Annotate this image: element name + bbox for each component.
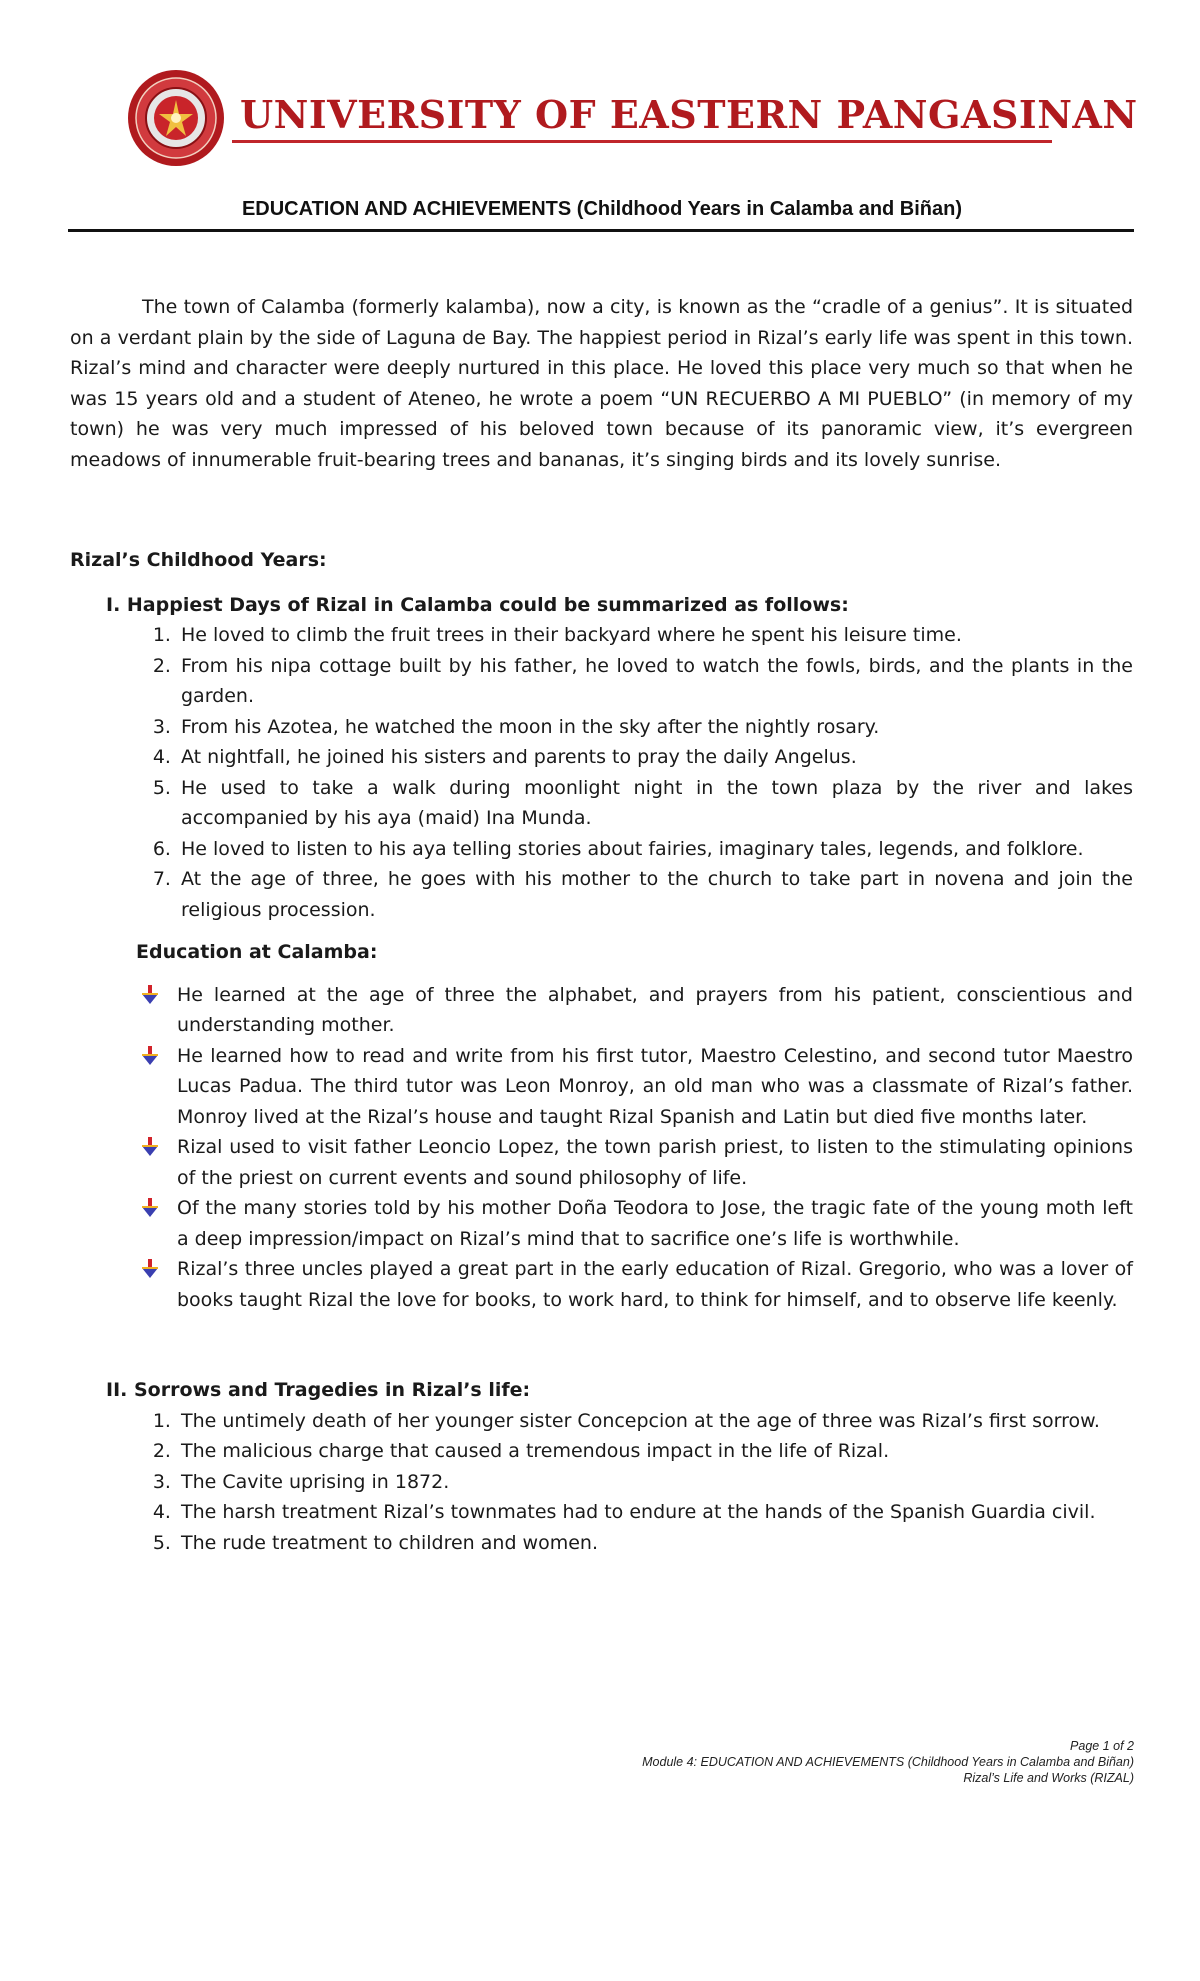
page-number: Page 1 of 2 xyxy=(1070,1739,1134,1753)
document-body xyxy=(70,292,1133,1558)
university-name: UNIVERSITY OF EASTERN PANGASINAN xyxy=(240,92,1138,137)
happiest-days-list xyxy=(70,620,1133,925)
list-item: 1. He loved to climb the fruit trees in their backyard where he spent his leisure time. xyxy=(177,620,1133,651)
arrow-bullet-icon xyxy=(141,1258,159,1280)
section-2-heading: II. Sorrows and Tragedies in Rizal’s life: xyxy=(106,1379,531,1401)
list-item: 4. The harsh treatment Rizal’s townmates had to endure at the hands of the Spanish Guardia civil. xyxy=(177,1497,1133,1528)
list-item: 3. The Cavite uprising in 1872. xyxy=(177,1467,1133,1498)
arrow-bullet-icon xyxy=(141,1197,159,1219)
title-divider xyxy=(68,229,1134,232)
list-item: 5. The rude treatment to children and women. xyxy=(177,1528,1133,1559)
childhood-heading: Rizal’s Childhood Years: xyxy=(70,549,327,571)
list-item: 6. He loved to listen to his aya telling stories about fairies, imaginary tales, legends, and folklore. xyxy=(177,834,1133,865)
list-item: 4. At nightfall, he joined his sisters and parents to pray the daily Angelus. xyxy=(177,742,1133,773)
page-footer xyxy=(642,1738,1134,1786)
education-list xyxy=(70,980,1133,1316)
list-item: 2. From his nipa cottage built by his father, he loved to watch the fowls, birds, and the plants in the garden. xyxy=(177,651,1133,712)
bullet-text: He learned how to read and write from his first tutor, Maestro Celestino, and second tutor Maestro Lucas Padua. The third tutor was Leon Monroy, an old man who was a classmate of Rizal’s father. Monroy lived at the Rizal’s house and taught Rizal Spanish and Latin but died five months later. xyxy=(177,1044,1133,1128)
bullet-text: He learned at the age of three the alphabet, and prayers from his patient, conscientious and understanding mother. xyxy=(177,983,1133,1036)
list-item xyxy=(177,1132,1133,1193)
header-divider xyxy=(232,140,1052,143)
list-item xyxy=(177,1254,1133,1315)
bullet-text: Of the many stories told by his mother Doña Teodora to Jose, the tragic fate of the young moth left a deep impression/impact on Rizal’s mind that to sacrifice one’s life is worthwhile. xyxy=(177,1197,1133,1250)
list-item: 3. From his Azotea, he watched the moon in the sky after the nightly rosary. xyxy=(177,712,1133,743)
list-item: 1. The untimely death of her younger sister Concepcion at the age of three was Rizal’s first sorrow. xyxy=(177,1406,1133,1437)
list-item: 5. He used to take a walk during moonlight night in the town plaza by the river and lakes accompanied by his aya (maid) Ina Munda. xyxy=(177,773,1133,834)
document-title: EDUCATION AND ACHIEVEMENTS (Childhood Years in Calamba and Biñan) xyxy=(241,198,963,220)
list-item: 2. The malicious charge that caused a tremendous impact in the life of Rizal. xyxy=(177,1436,1133,1467)
list-item xyxy=(177,1041,1133,1133)
list-item: 7. At the age of three, he goes with his mother to the church to take part in novena and join the religious procession. xyxy=(177,864,1133,925)
arrow-bullet-icon xyxy=(141,984,159,1006)
list-item xyxy=(177,980,1133,1041)
sorrows-list xyxy=(70,1406,1133,1559)
course-title: Rizal’s Life and Works (RIZAL) xyxy=(963,1771,1134,1785)
education-heading: Education at Calamba: xyxy=(136,941,378,963)
bullet-text: Rizal used to visit father Leoncio Lopez, the town parish priest, to listen to the stimulating opinions of the priest on current events and sound philosophy of life. xyxy=(177,1136,1133,1189)
list-item xyxy=(177,1193,1133,1254)
arrow-bullet-icon xyxy=(141,1045,159,1067)
intro-paragraph: The town of Calamba (formerly kalamba), now a city, is known as the “cradle of a genius”. It is situated on a verdant plain by the side of Laguna de Bay. The happiest period in Rizal’s early life was spent in this town. Rizal’s mind and character were deeply nurtured in this place. He loved this place very much so that when he was 15 years old and a student of Ateneo, he wrote a poem “UN RECUERBO A MI PUEBLO” (in memory of my town) he was very much impressed of his beloved town because of its panoramic view, it’s evergreen meadows of innumerable fruit-bearing trees and bananas, it’s singing birds and its lovely sunrise. xyxy=(70,296,1133,471)
section-1-heading: I. Happiest Days of Rizal in Calamba could be summarized as follows: xyxy=(106,593,849,616)
bullet-text: Rizal’s three uncles played a great part in the early education of Rizal. Gregorio, who was a lover of books taught Rizal the love for books, to work hard, to think for himself, and to observe life keenly. xyxy=(177,1258,1133,1311)
arrow-bullet-icon xyxy=(141,1136,159,1158)
module-title: Module 4: EDUCATION AND ACHIEVEMENTS (Childhood Years in Calamba and Biñan) xyxy=(642,1755,1134,1769)
university-seal-icon xyxy=(126,68,226,168)
